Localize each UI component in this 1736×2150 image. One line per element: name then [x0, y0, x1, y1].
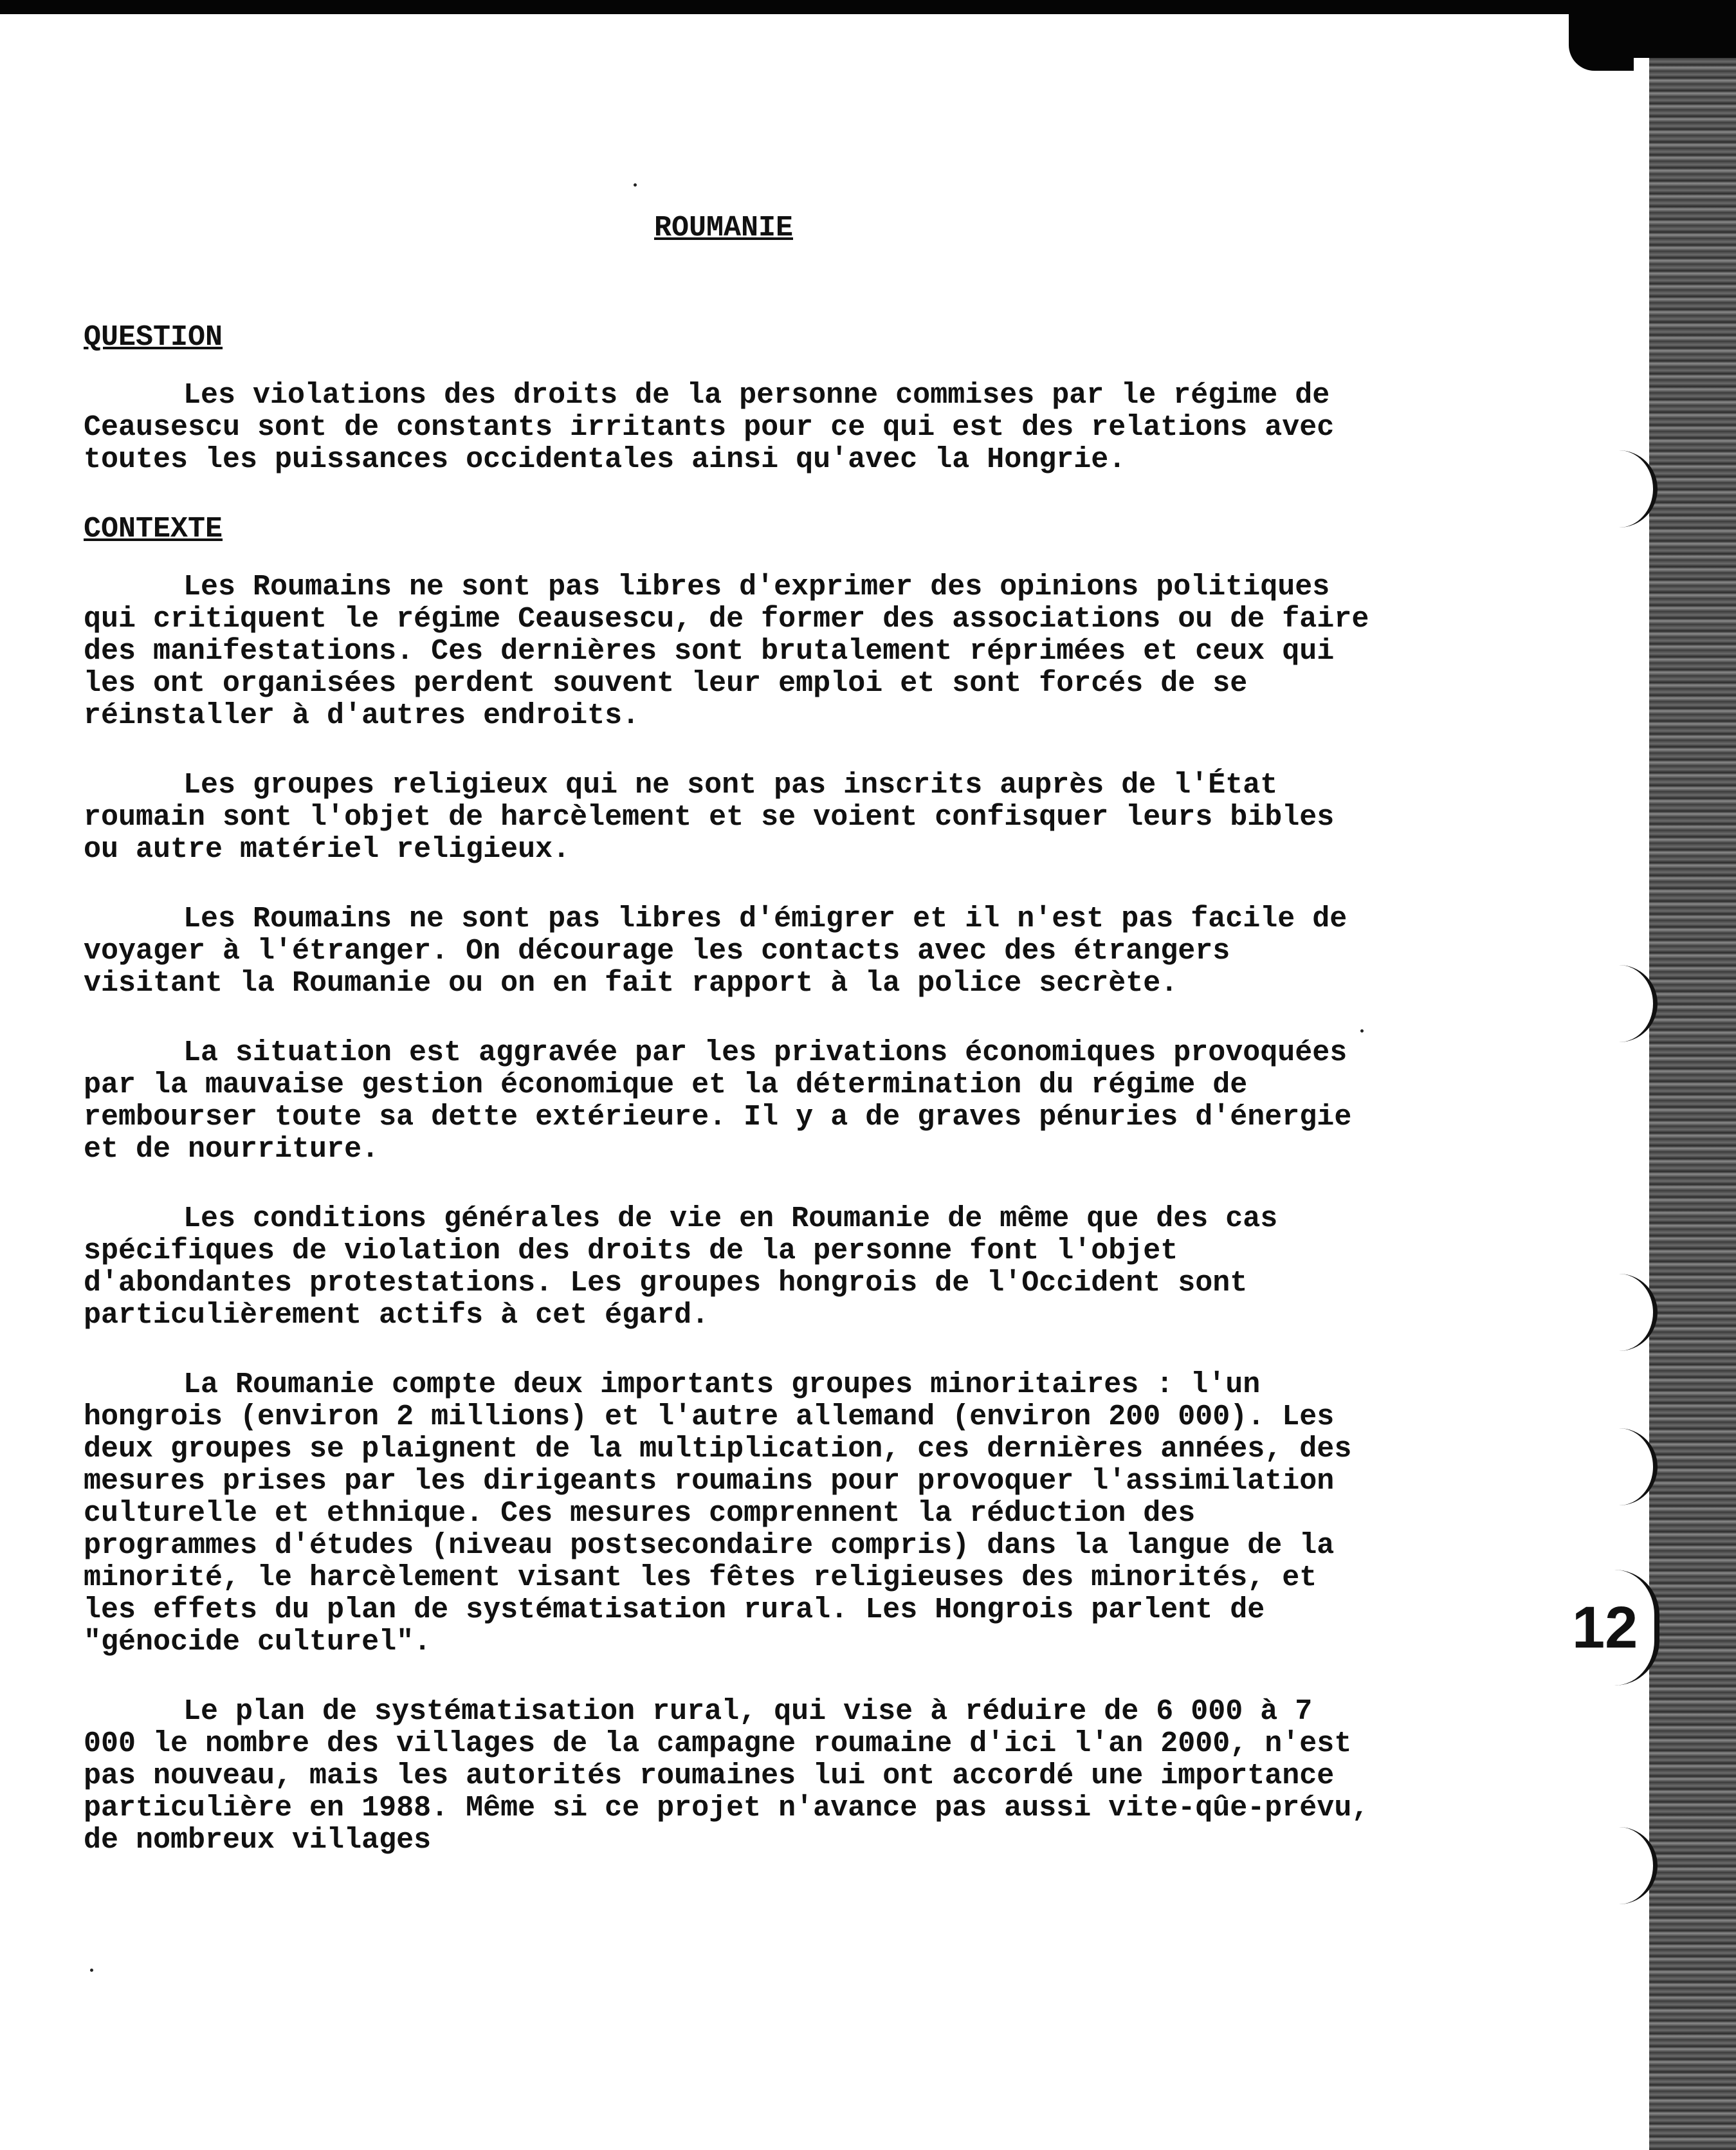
document-title: ROUMANIE	[653, 212, 794, 244]
section-heading-question: QUESTION	[84, 321, 223, 354]
tab-divider-notch	[1569, 965, 1658, 1042]
scan-border-top	[0, 0, 1736, 14]
tab-divider-notch	[1569, 1428, 1658, 1505]
paragraph: Les violations des droits de la personne commises par le régime de Ceausescu sont de constants irritants pour ce qui est des relations avec toutes les puissances occidentales ainsi qu'avec la Hongrie.	[84, 379, 1335, 476]
paragraph: Les Roumains ne sont pas libres d'émigrer et il n'est pas facile de voyager à l'étranger. On décourage les contacts avec des étrangers visitant la Roumanie ou on en fait rapport à la police secrète.	[84, 903, 1348, 1000]
tab-divider-notch	[1569, 1827, 1658, 1904]
section-tab-number[interactable]: 12	[1563, 1570, 1659, 1686]
paragraph: Les groupes religieux qui ne sont pas inscrits auprès de l'État roumain sont l'objet de harcèlement et se voient confisquer leurs bibles ou autre matériel religieux.	[84, 769, 1335, 866]
paragraph: La Roumanie compte deux importants groupes minoritaires : l'un hongrois (environ 2 millions) et l'autre allemand (environ 200 000). Les deux groupes se plaignent de la multiplication, ces dernières années, des mesures prises par les dirigeants roumains pour provoquer l'assimilation culturelle et ethnique. Ces mesures comprennent la réduction des programmes d'études (niveau postsecondaire compris) dans la langue de la minorité, le harcèlement visant les fêtes religieuses des minorités, et les effets du plan de systématisation rural. Les Hongrois parlent de "génocide culturel".	[84, 1368, 1352, 1658]
scan-speck	[90, 1969, 93, 1972]
section-heading-contexte: CONTEXTE	[84, 513, 223, 546]
paragraph: La situation est aggravée par les privations économiques provoquées par la mauvaise gestion économique et la détermination du régime de rembourser toute sa dette extérieure. Il y a de graves pénuries d'énergie et de nourriture.	[84, 1036, 1352, 1166]
paragraph: Le plan de systématisation rural, qui vise à réduire de 6 000 à 7 000 le nombre des villages de la campagne roumaine d'ici l'an 2000, n'est pas nouveau, mais les autorités roumaines lui ont accordé une importance particulière en 1988. Même si ce projet n'avance pas aussi vite-qûe-prévu, de nombreux villages	[84, 1695, 1369, 1857]
tab-divider-notch	[1569, 450, 1658, 528]
paragraph: Les Roumains ne sont pas libres d'exprimer des opinions politiques qui critiquent le régime Ceausescu, de former des associations ou de faire des manifestations. Ces dernières sont brutalement réprimées et ceux qui les ont organisées perdent souvent leur emploi et sont forcés de se réinstaller à d'autres endroits.	[84, 571, 1369, 732]
tab-divider-notch	[1569, 1274, 1658, 1351]
document-body	[84, 212, 1370, 1894]
paragraph: Les conditions générales de vie en Roumanie de même que des cas spécifiques de violation des droits de la personne font l'objet d'abondantes protestations. Les groupes hongrois de l'Occident sont particulièrement actifs à cet égard.	[84, 1202, 1278, 1332]
scan-speck	[634, 183, 637, 187]
